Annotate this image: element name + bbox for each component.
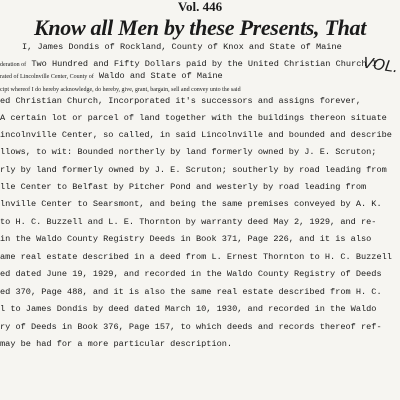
deed-line <box>0 41 400 54</box>
typed-text: to H. C. Buzzell and L. E. Thornton by warranty deed May 2, 1929, and re- <box>0 217 377 227</box>
typed-text: llows, to wit: Bounded northerly by land formerly owned by J. E. Scruton; <box>0 147 377 157</box>
typed-text: lnville Center to Searsmont, and being the same premises conveyed by A. K. <box>0 199 382 209</box>
deed-line <box>0 164 400 177</box>
deed-line <box>0 251 400 264</box>
deed-heading: Know all Men by these Presents, That <box>33 15 367 40</box>
typed-text: in the Waldo County Registry Deeds in Book 371, Page 226, and it is also <box>0 234 372 244</box>
deed-line <box>0 233 400 246</box>
deed-line <box>0 112 400 125</box>
deed-line <box>0 303 400 316</box>
deed-line <box>0 286 400 299</box>
handwritten-volume-note: VOL. <box>361 53 400 77</box>
typed-text: ry of Deeds in Book 376, Page 157, to which deeds and records thereof ref- <box>0 322 382 332</box>
deed-line <box>0 321 400 334</box>
deed-line <box>0 146 400 159</box>
typed-text: ed Christian Church, Incorporated it's successors and assigns forever, <box>0 96 361 106</box>
printed-form-text: cipt whereof I do hereby acknowledge, do hereby, give, grant, bargain, sell and convey unto the said <box>0 87 241 93</box>
deed-line <box>0 268 400 281</box>
typed-text: lle Center to Belfast by Pitcher Pond and westerly by road leading from <box>0 182 367 192</box>
typed-text: may be had for a more particular description. <box>0 339 233 349</box>
printed-form-text: deration of <box>0 62 27 68</box>
deed-line <box>0 129 400 142</box>
typed-text: ed 370, Page 488, and it is also the same real estate described from H. C. <box>0 287 382 297</box>
typed-text: A certain lot or parcel of land together with the buildings thereon situate <box>0 113 387 123</box>
typed-text: ed dated June 19, 1929, and recorded in the Waldo County Registry of Deeds <box>0 269 382 279</box>
deed-line <box>0 95 400 108</box>
typed-text: I, James Dondis of Rockland, County of Knox and State of Maine <box>22 42 342 52</box>
typed-text: Two Hundred and Fifty Dollars paid by the United Christian Church I <box>31 59 377 69</box>
typed-text: Waldo and State of Maine <box>98 71 223 81</box>
deed-line <box>0 181 400 194</box>
printed-form-text: rated of Lincolnville Center, County of <box>0 74 94 80</box>
typed-text: l to James Dondis by deed dated March 10, 1930, and recorded in the Waldo <box>0 304 377 314</box>
volume-number: Vol. 446 <box>177 0 223 14</box>
typed-text: ame real estate described in a deed from L. Ernest Thornton to H. C. Buzzell <box>0 252 392 262</box>
typed-text: incolnville Center, so called, in said Lincolnville and bounded and describe <box>0 130 392 140</box>
deed-line <box>0 198 400 211</box>
deed-line <box>0 216 400 229</box>
deed-line <box>0 338 400 351</box>
deed-line <box>0 70 400 83</box>
typed-text: rly by land formerly owned by J. E. Scruton; southerly by road leading from <box>0 165 387 175</box>
